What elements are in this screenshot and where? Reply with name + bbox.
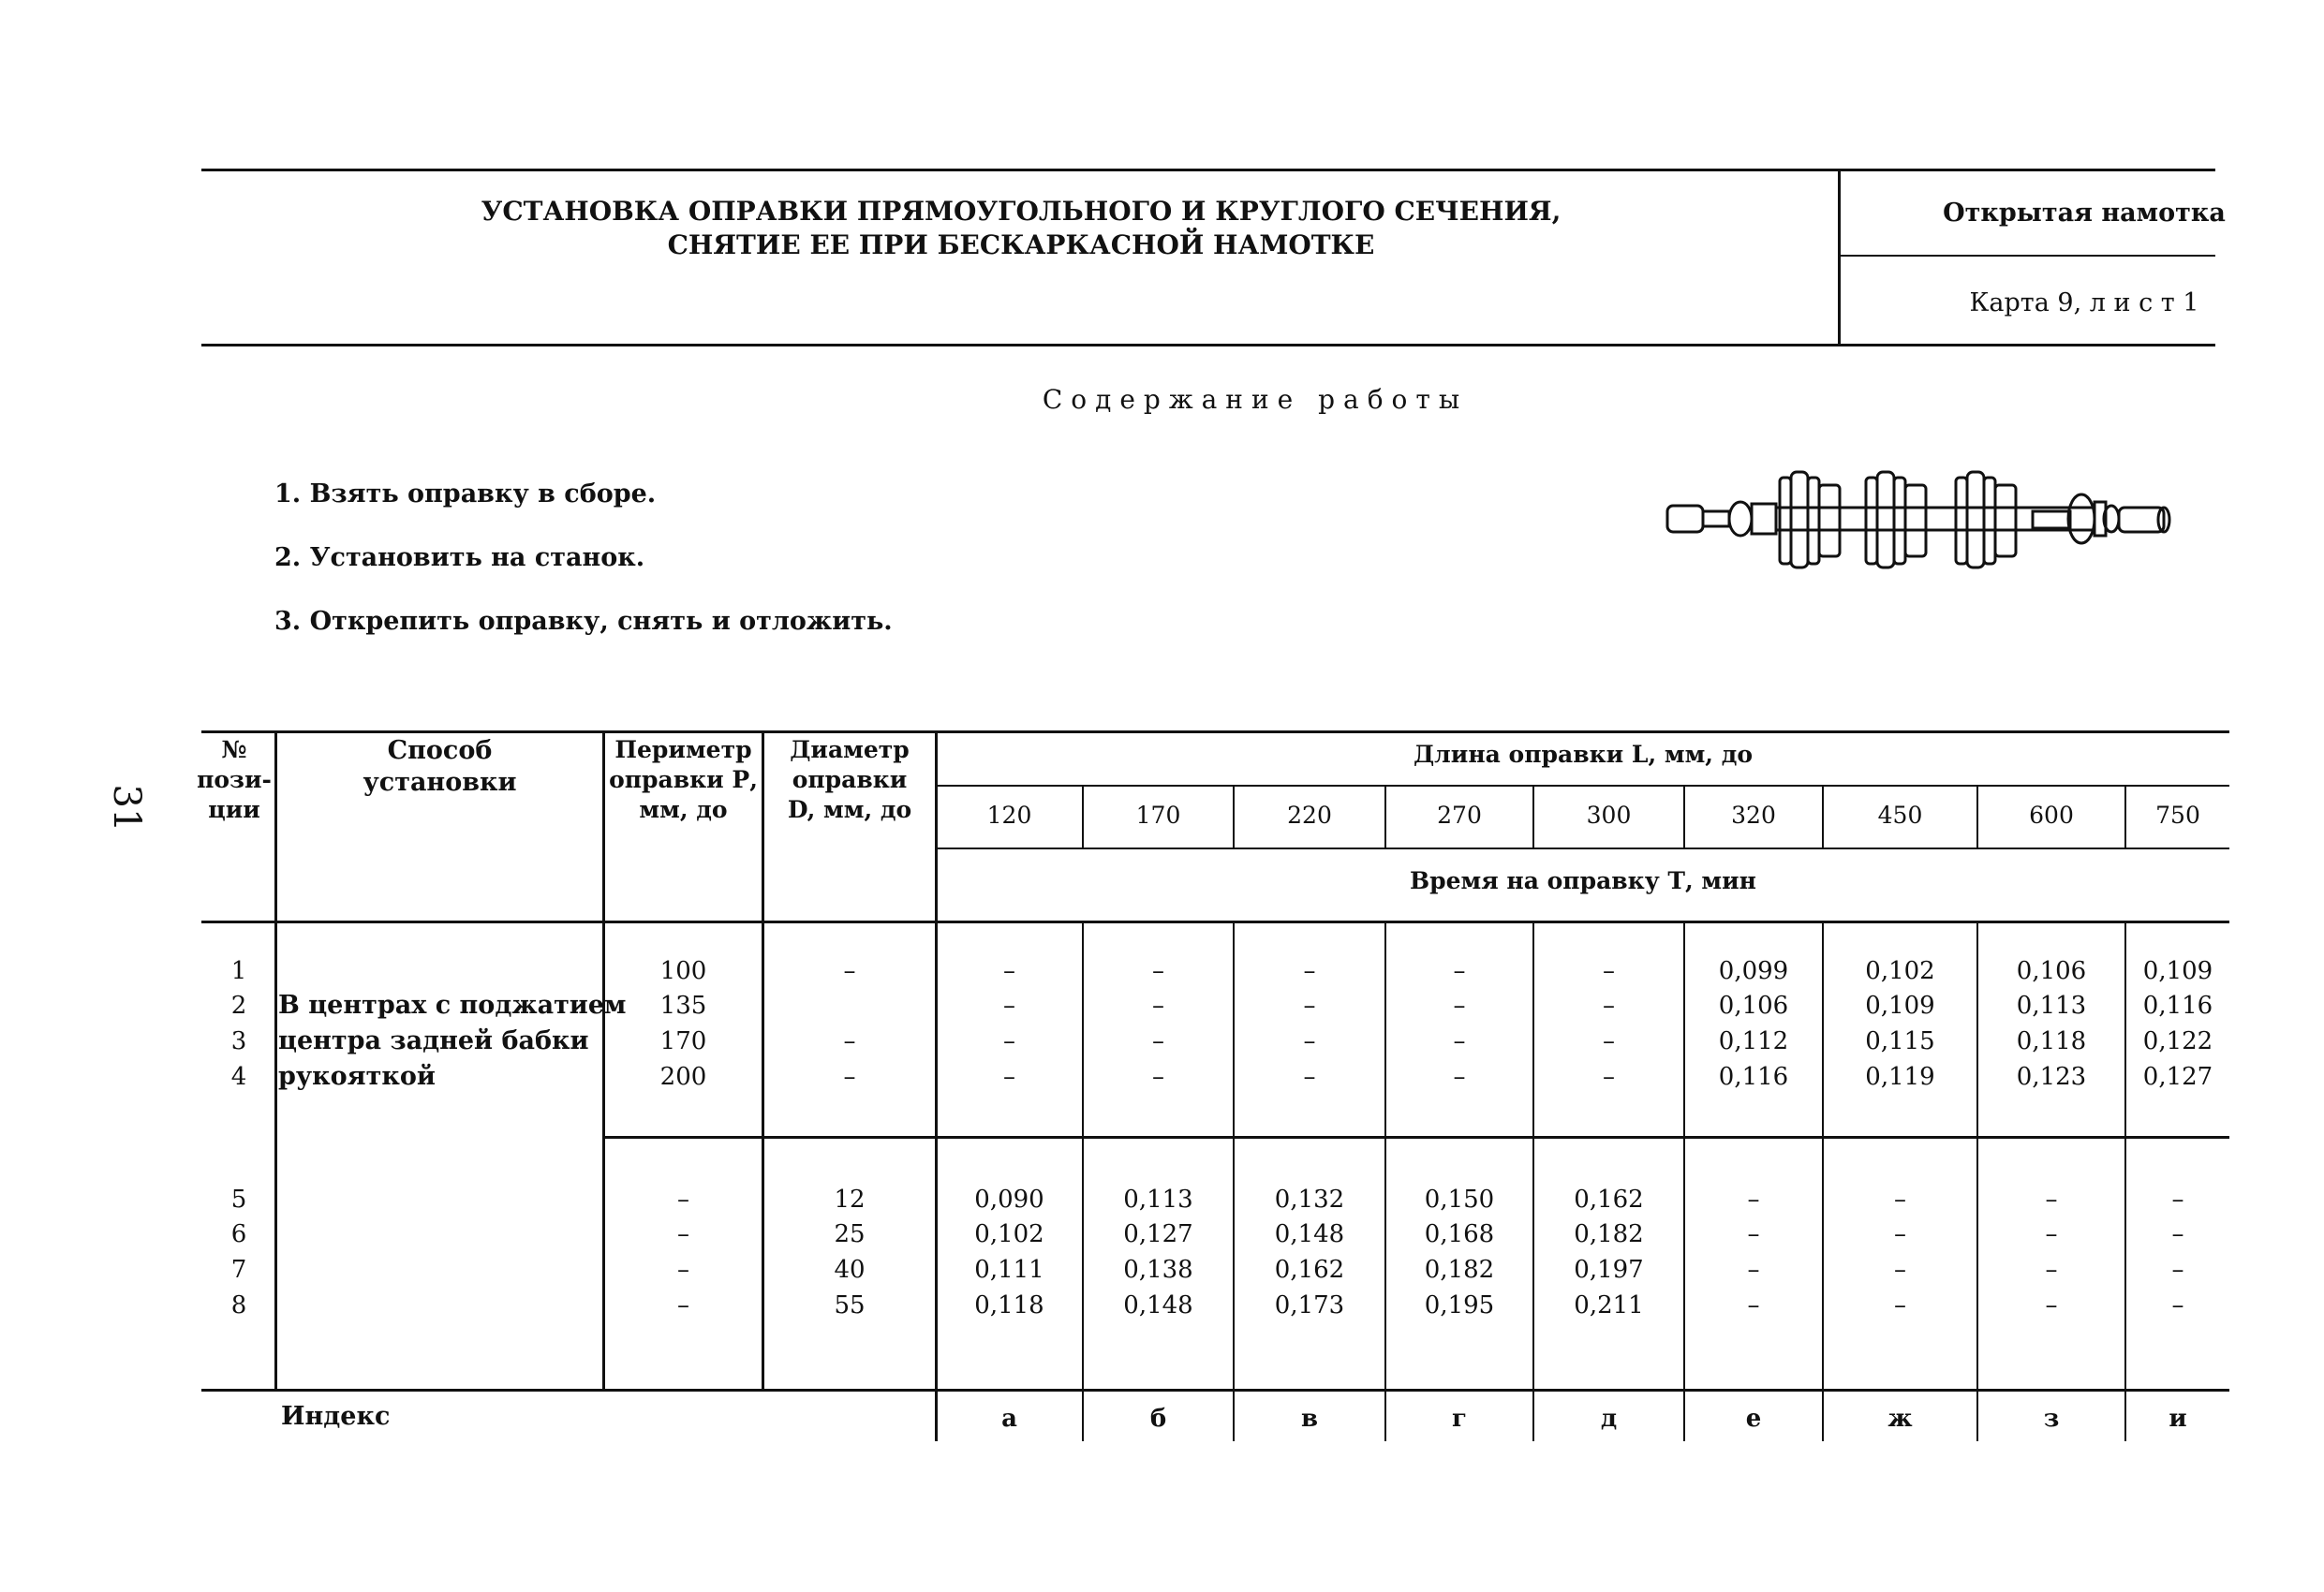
time-cell-g2-r3-c7: –	[1894, 1256, 1906, 1284]
page-number: 31	[105, 784, 148, 833]
time-cell-g1-r1-c6: 0,099	[1718, 957, 1789, 985]
time-cell-g2-r2-c6: –	[1747, 1220, 1760, 1248]
time-cell-g1-r2-c4: –	[1453, 992, 1466, 1020]
time-cell-g1-r2-c5: –	[1603, 992, 1615, 1020]
length-450: 450	[1877, 802, 1923, 829]
diameter-cell: 40	[834, 1256, 866, 1284]
time-cell-g2-r3-c1: 0,111	[974, 1256, 1044, 1284]
time-cell-g2-r4-c2: 0,148	[1123, 1291, 1193, 1319]
time-cell-g2-r4-c3: 0,173	[1274, 1291, 1345, 1319]
time-cell-g1-r2-c9: 0,116	[2142, 992, 2213, 1020]
index-6: е	[1745, 1405, 1762, 1433]
length-270: 270	[1437, 802, 1482, 829]
time-cell-g1-r3-c2: –	[1152, 1027, 1164, 1055]
time-cell-g1-r1-c9: 0,109	[2142, 957, 2213, 985]
time-cell-g2-r1-c8: –	[2045, 1186, 2058, 1214]
position-8: 8	[230, 1291, 247, 1319]
time-cell-g2-r2-c9: –	[2171, 1220, 2184, 1248]
time-header: Время на оправку Т, мин	[1410, 867, 1756, 894]
col-position-header: № пози- ции	[197, 736, 272, 823]
perimeter-cell: 200	[659, 1063, 707, 1091]
time-cell-g1-r3-c3: –	[1303, 1027, 1316, 1055]
diameter-cell: 25	[834, 1220, 866, 1248]
time-cell-g1-r3-c5: –	[1603, 1027, 1615, 1055]
time-cell-g1-r3-c6: 0,112	[1718, 1027, 1789, 1055]
col-perimeter-header: Периметр оправки Р, мм, до	[609, 736, 758, 823]
position-7: 7	[230, 1256, 247, 1284]
length-120: 120	[986, 802, 1032, 829]
time-cell-g2-r3-c8: –	[2045, 1256, 2058, 1284]
perimeter-cell: –	[677, 1291, 689, 1319]
position-4: 4	[230, 1063, 247, 1091]
time-cell-g1-r4-c4: –	[1453, 1063, 1466, 1091]
time-cell-g2-r3-c5: 0,197	[1574, 1256, 1644, 1284]
time-cell-g1-r1-c4: –	[1453, 957, 1466, 985]
diameter-cell: –	[843, 957, 856, 985]
time-cell-g1-r2-c8: 0,113	[2016, 992, 2087, 1020]
time-cell-g1-r4-c1: –	[1003, 1063, 1015, 1091]
time-cell-g1-r2-c6: 0,106	[1718, 992, 1789, 1020]
index-4: г	[1452, 1405, 1467, 1433]
diameter-cell: –	[843, 1027, 856, 1055]
time-cell-g2-r4-c8: –	[2045, 1291, 2058, 1319]
col-diameter-header: Диаметр оправки D, мм, до	[787, 736, 912, 823]
position-6: 6	[230, 1220, 247, 1248]
title-line-2: СНЯТИЕ ЕЕ ПРИ БЕСКАРКАСНОЙ НАМОТКЕ	[667, 229, 1375, 260]
time-cell-g2-r4-c6: –	[1747, 1291, 1760, 1319]
time-cell-g2-r4-c9: –	[2171, 1291, 2184, 1319]
time-cell-g1-r2-c1: –	[1003, 992, 1015, 1020]
time-cell-g2-r3-c3: 0,162	[1274, 1256, 1345, 1284]
diameter-cell: 12	[834, 1186, 866, 1214]
time-cell-g2-r1-c6: –	[1747, 1186, 1760, 1214]
length-header: Длина оправки L, мм, до	[1413, 741, 1754, 768]
time-cell-g2-r1-c4: 0,150	[1424, 1186, 1495, 1214]
perimeter-cell: 170	[659, 1027, 707, 1055]
time-cell-g1-r1-c3: –	[1303, 957, 1316, 985]
position-3: 3	[230, 1027, 247, 1055]
time-cell-g2-r3-c6: –	[1747, 1256, 1760, 1284]
length-220: 220	[1287, 802, 1332, 829]
time-cell-g2-r2-c7: –	[1894, 1220, 1906, 1248]
section-heading: Содержание работы	[1042, 384, 1469, 415]
time-cell-g1-r3-c4: –	[1453, 1027, 1466, 1055]
index-8: з	[2043, 1405, 2060, 1433]
perimeter-cell: –	[677, 1256, 689, 1284]
time-cell-g2-r4-c7: –	[1894, 1291, 1906, 1319]
time-cell-g2-r2-c5: 0,182	[1574, 1220, 1644, 1248]
title-line-1: УСТАНОВКА ОПРАВКИ ПРЯМОУГОЛЬНОГО И КРУГЛОГО СЕЧЕНИЯ,	[481, 196, 1562, 227]
time-cell-g2-r4-c4: 0,195	[1424, 1291, 1495, 1319]
time-cell-g2-r3-c9: –	[2171, 1256, 2184, 1284]
time-cell-g1-r1-c2: –	[1152, 957, 1164, 985]
index-1: а	[1001, 1405, 1017, 1433]
time-cell-g1-r4-c8: 0,123	[2016, 1063, 2087, 1091]
length-750: 750	[2155, 802, 2200, 829]
time-cell-g2-r4-c5: 0,211	[1574, 1291, 1644, 1319]
col-method-header: Способ установки	[363, 736, 517, 797]
step-1: 1. Взять оправку в сборе.	[274, 479, 657, 509]
time-cell-g1-r2-c3: –	[1303, 992, 1316, 1020]
method-cell: В центрах с поджатием центра задней бабки рукояткой	[278, 991, 627, 1091]
position-5: 5	[230, 1186, 247, 1214]
card-label: Карта 9, л и с т 1	[1969, 288, 2199, 317]
time-cell-g1-r1-c7: 0,102	[1865, 957, 1935, 985]
document-title	[206, 195, 1836, 262]
time-cell-g1-r1-c1: –	[1003, 957, 1015, 985]
category-label: Открытая намотка	[1943, 199, 2226, 228]
time-cell-g1-r3-c9: 0,122	[2142, 1027, 2213, 1055]
perimeter-cell: –	[677, 1220, 689, 1248]
position-1: 1	[230, 957, 247, 985]
time-cell-g2-r1-c9: –	[2171, 1186, 2184, 1214]
perimeter-cell: 135	[659, 992, 707, 1020]
perimeter-cell: –	[677, 1186, 689, 1214]
time-cell-g1-r3-c8: 0,118	[2016, 1027, 2087, 1055]
time-cell-g2-r4-c1: 0,118	[974, 1291, 1044, 1319]
time-cell-g1-r4-c3: –	[1303, 1063, 1316, 1091]
time-cell-g2-r1-c3: 0,132	[1274, 1186, 1345, 1214]
length-320: 320	[1731, 802, 1776, 829]
time-cell-g2-r3-c4: 0,182	[1424, 1256, 1495, 1284]
index-5: д	[1600, 1405, 1618, 1433]
time-cell-g2-r2-c1: 0,102	[974, 1220, 1044, 1248]
perimeter-cell: 100	[659, 957, 707, 985]
time-cell-g2-r1-c7: –	[1894, 1186, 1906, 1214]
index-2: б	[1149, 1405, 1167, 1433]
time-cell-g2-r2-c4: 0,168	[1424, 1220, 1495, 1248]
time-cell-g2-r1-c2: 0,113	[1123, 1186, 1193, 1214]
diameter-cell: 55	[834, 1291, 866, 1319]
time-cell-g1-r4-c5: –	[1603, 1063, 1615, 1091]
mandrel-drawing	[1658, 459, 2192, 581]
time-cell-g1-r4-c6: 0,116	[1718, 1063, 1789, 1091]
time-cell-g2-r2-c3: 0,148	[1274, 1220, 1345, 1248]
time-cell-g2-r1-c1: 0,090	[974, 1186, 1044, 1214]
step-2: 2. Установить на станок.	[274, 543, 645, 572]
time-cell-g1-r4-c7: 0,119	[1865, 1063, 1935, 1091]
step-3: 3. Открепить оправку, снять и отложить.	[274, 607, 893, 636]
diameter-cell: –	[843, 1063, 856, 1091]
time-cell-g1-r3-c7: 0,115	[1865, 1027, 1935, 1055]
time-cell-g1-r2-c2: –	[1152, 992, 1164, 1020]
index-9: и	[2169, 1405, 2187, 1433]
index-3: в	[1300, 1405, 1319, 1433]
length-300: 300	[1586, 802, 1632, 829]
index-label: Индекс	[281, 1402, 391, 1431]
time-cell-g2-r3-c2: 0,138	[1123, 1256, 1193, 1284]
time-cell-g1-r4-c2: –	[1152, 1063, 1164, 1091]
time-cell-g2-r2-c8: –	[2045, 1220, 2058, 1248]
time-cell-g1-r2-c7: 0,109	[1865, 992, 1935, 1020]
length-600: 600	[2029, 802, 2074, 829]
index-7: ж	[1887, 1405, 1913, 1433]
time-cell-g2-r2-c2: 0,127	[1123, 1220, 1193, 1248]
time-cell-g1-r4-c9: 0,127	[2142, 1063, 2213, 1091]
position-2: 2	[230, 992, 247, 1020]
time-cell-g1-r1-c8: 0,106	[2016, 957, 2087, 985]
length-170: 170	[1135, 802, 1181, 829]
time-cell-g1-r3-c1: –	[1003, 1027, 1015, 1055]
time-cell-g1-r1-c5: –	[1603, 957, 1615, 985]
time-cell-g2-r1-c5: 0,162	[1574, 1186, 1644, 1214]
